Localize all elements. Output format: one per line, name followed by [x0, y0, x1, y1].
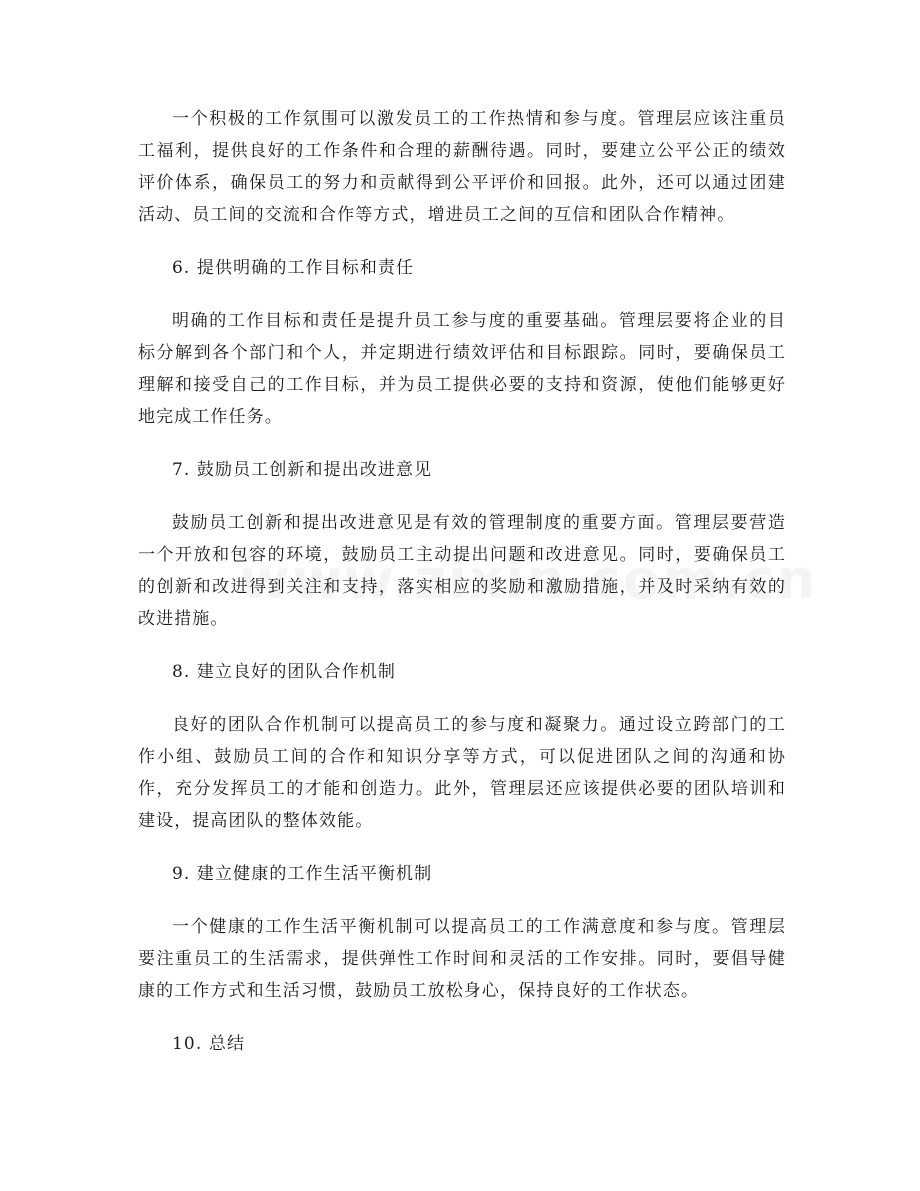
section-9-paragraph: 一个健康的工作生活平衡机制可以提高员工的工作满意度和参与度。管理层要注重员工的生活需求，提供弹性工作时间和灵活的工作安排。同时，要倡导健康的工作方式和生活习惯，鼓励员工放松身心，保持良好的工作状态。	[138, 917, 786, 1001]
section-6-heading: 6. 提供明确的工作目标和责任	[172, 258, 415, 278]
section-5-paragraph: 一个积极的工作氛围可以激发员工的工作热情和参与度。管理层应该注重员工福利，提供良好的工作条件和合理的薪酬待遇。同时，要建立公平公正的绩效评价体系，确保员工的努力和贡献得到公平评价和回报。此外，还可以通过团建活动、员工间的交流和合作等方式，增进员工之间的互信和团队合作精神。	[138, 109, 786, 225]
document-body	[138, 103, 786, 1081]
section-6-paragraph: 明确的工作目标和责任是提升员工参与度的重要基础。管理层要将企业的目标分解到各个部门和个人，并定期进行绩效评估和目标跟踪。同时，要确保员工理解和接受自己的工作目标，并为员工提供必要的支持和资源，使他们能够更好地完成工作任务。	[138, 311, 786, 427]
section-9-heading: 9. 建立健康的工作生活平衡机制	[172, 864, 433, 884]
section-7-paragraph: 鼓励员工创新和提出改进意见是有效的管理制度的重要方面。管理层要营造一个开放和包容的环境，鼓励员工主动提出问题和改进意见。同时，要确保员工的创新和改进得到关注和支持，落实相应的奖励和激励措施，并及时采纳有效的改进措施。	[138, 513, 786, 629]
section-8-heading: 8. 建立良好的团队合作机制	[172, 662, 397, 682]
section-7-heading: 7. 鼓励员工创新和提出改进意见	[172, 460, 433, 480]
section-8-paragraph: 良好的团队合作机制可以提高员工的参与度和凝聚力。通过设立跨部门的工作小组、鼓励员工间的合作和知识分享等方式，可以促进团队之间的沟通和协作，充分发挥员工的才能和创造力。此外，管理层还应该提供必要的团队培训和建设，提高团队的整体效能。	[138, 715, 786, 831]
section-10-heading: 10. 总结	[172, 1034, 246, 1054]
